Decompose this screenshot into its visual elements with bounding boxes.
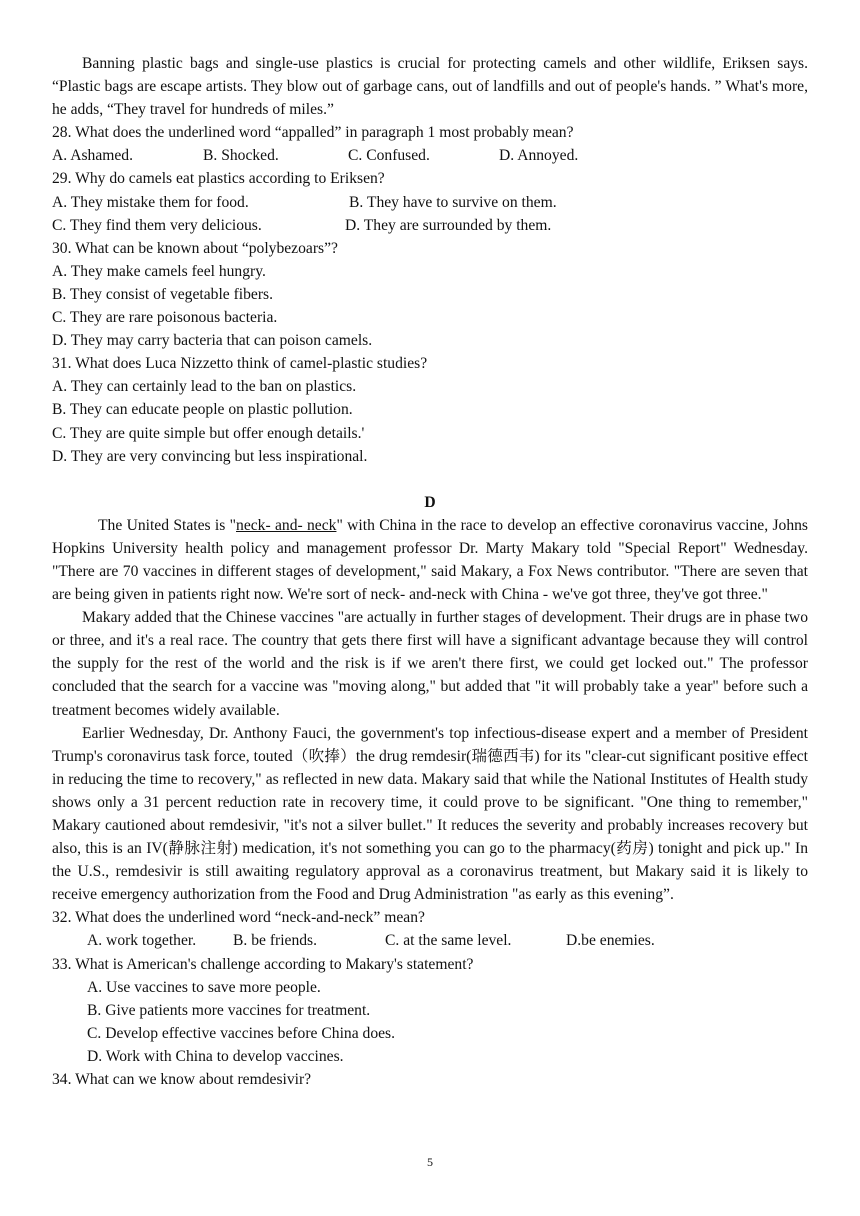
option-a: A. They can certainly lead to the ban on plastics. — [52, 378, 357, 396]
question-34-stem: 34. What can we know about remdesivir? — [52, 1071, 312, 1089]
question-29-options-row1 — [52, 191, 808, 214]
option-d: D. They are very convincing but less inspirational. — [52, 447, 368, 465]
option-a: A. They make camels feel hungry. — [52, 262, 266, 280]
option-c: C. Confused. — [348, 147, 430, 165]
question-32-options — [52, 929, 808, 952]
paragraph-text: The United States is " — [98, 516, 237, 534]
section-d-heading: D — [424, 493, 436, 511]
option-b: B. They have to survive on them. — [349, 193, 557, 211]
option-a: A. Ashamed. — [52, 147, 133, 165]
option-d: D. They may carry bacteria that can poison camels. — [52, 332, 373, 350]
question-29-options-row2 — [52, 214, 808, 237]
option-d: D. Work with China to develop vaccines. — [87, 1047, 344, 1065]
option-b: B. Give patients more vaccines for treatment. — [87, 1001, 371, 1019]
option-d: D.be enemies. — [566, 932, 655, 950]
section-spacer — [52, 468, 808, 491]
paragraph-text: " with China in the race to develop an effective coronavirus vaccine, Johns Hopkins University health policy and management professor Dr. Marty Makary told "Special Report" Wednesday. "There are 70 vaccines in different stages of development," said Makary, a Fox News contributor. "There are seven that are being given in patients right now. We're sort of neck- and-neck with China - we've got three, they've got three." — [52, 516, 808, 604]
option-b: B. They consist of vegetable fibers. — [52, 285, 274, 303]
option-a: A. Use vaccines to save more people. — [87, 978, 321, 996]
section-d-paragraph-2: Makary added that the Chinese vaccines "are actually in further stages of development. Their drugs are in phase two or three, and it's a real race. The country that gets there first will have a significant advantage because they will control the supply for the rest of the world and the risk is if we aren't there first, we could get locked out." The professor concluded that the search for a vaccine was "moving along," but added that "it will probably take a year" before such a treatment becomes widely available. — [52, 609, 808, 719]
option-c: C. at the same level. — [385, 932, 512, 950]
option-c: C. Develop effective vaccines before China does. — [87, 1024, 395, 1042]
question-31-stem: 31. What does Luca Nizzetto think of camel-plastic studies? — [52, 355, 428, 373]
option-c: C. They are quite simple but offer enough details.' — [52, 424, 365, 442]
underlined-phrase: neck- and- neck — [236, 516, 337, 534]
option-d: D. They are surrounded by them. — [345, 216, 552, 234]
option-b: B. They can educate people on plastic pollution. — [52, 401, 353, 419]
document-page — [52, 52, 808, 1091]
section-d-paragraph-1 — [52, 514, 808, 606]
question-28-stem: 28. What does the underlined word “appalled” in paragraph 1 most probably mean? — [52, 124, 574, 142]
passage-c-paragraph: Banning plastic bags and single-use plastics is crucial for protecting camels and other wildlife, Eriksen says. “Plastic bags are escape artists. They blow out of garbage cans, out of landfills and out of people's hands. ” What's more, he adds, “They travel for hundreds of miles.” — [52, 55, 808, 119]
option-b: B. be friends. — [233, 932, 318, 950]
question-32-stem: 32. What does the underlined word “neck-and-neck” mean? — [52, 909, 425, 927]
page-number: 5 — [427, 1155, 433, 1169]
option-c: C. They are rare poisonous bacteria. — [52, 309, 278, 327]
option-b: B. Shocked. — [203, 147, 279, 165]
section-d-paragraph-3: Earlier Wednesday, Dr. Anthony Fauci, the government's top infectious-disease expert and a member of President Trump's coronavirus task force, touted（吹捧）the drug remdesir(瑞德西韦) for its "clear-cut significant positive effect in reducing the time to recovery," as reflected in new data. Makary said that while the National Institutes of Health study shows only a 31 percent reduction rate in recovery time, it could prove to be significant. "One thing to remember," Makary cautioned about remdesivir, "it's not a silver bullet." It reduces the severity and probably increases recovery but also, this is an IV(静脉注射) medication, it's not something you can go to the pharmacy(药房) tonight and pick up." In the U.S., remdesivir is still awaiting regulatory approval as a coronavirus treatment, but Makary said it is likely to receive emergency authorization from the Food and Drug Administration "as early as this evening”. — [52, 724, 808, 904]
option-a: A. work together. — [87, 932, 197, 950]
question-28-options — [52, 144, 808, 167]
question-33-stem: 33. What is American's challenge according to Makary's statement? — [52, 955, 474, 973]
option-d: D. Annoyed. — [499, 147, 579, 165]
option-a: A. They mistake them for food. — [52, 193, 249, 211]
option-c: C. They find them very delicious. — [52, 216, 262, 234]
question-29-stem: 29. Why do camels eat plastics according to Eriksen? — [52, 170, 385, 188]
question-30-stem: 30. What can be known about “polybezoars”? — [52, 239, 338, 257]
